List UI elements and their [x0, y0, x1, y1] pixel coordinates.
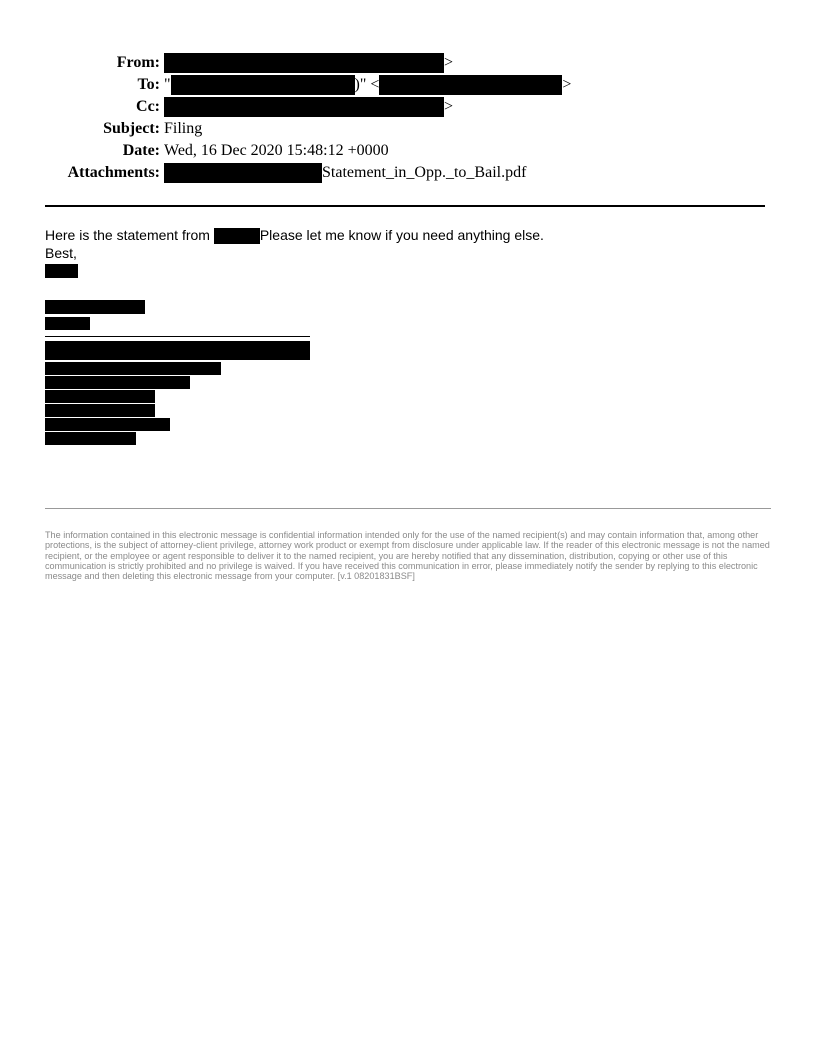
header-divider: [45, 205, 765, 207]
cc-suffix: >: [444, 98, 454, 115]
body-line-1: [45, 226, 544, 244]
to-middle: )" <: [354, 76, 380, 93]
attachments-value: [164, 162, 526, 184]
from-label: From:: [116, 54, 160, 71]
subject-row: [0, 118, 816, 140]
from-suffix: >: [444, 54, 454, 71]
signature-redaction: [45, 404, 155, 417]
from-row: [0, 52, 816, 74]
to-prefix: ": [164, 76, 171, 93]
confidentiality-disclaimer: The information contained in this electronic message is confidential information intended only for the use of the named recipient(s) and may contain information that, among other protections, is the subject of attorney-client privilege, attorney work product or exempt from disclosure under applicable law. If the reader of this electronic message is not the named recipient, or the employee or agent responsible to deliver it to the named recipient, you are hereby notified that any dissemination, distribution, copying or other use of this communication is strictly prohibited and no privilege is waived. If you have received this communication in error, please immediately notify the sender by replying to this electronic message and then deleting this electronic message from your computer. [v.1 08201831BSF]: [45, 530, 770, 582]
cc-value: [164, 96, 453, 118]
signature-redaction: [45, 390, 155, 403]
redaction-bar: [379, 75, 562, 95]
date-label: Date:: [122, 142, 160, 159]
signature-redaction: [45, 362, 221, 375]
cc-row: [0, 96, 816, 118]
redaction-bar: [164, 163, 322, 183]
subject-label: Subject:: [103, 120, 160, 137]
cc-label: Cc:: [136, 98, 160, 115]
signature-redaction: [45, 376, 190, 389]
to-value: [164, 74, 571, 96]
body-line-1-end: Please let me know if you need anything else.: [259, 227, 544, 243]
signature-name-redaction: [45, 264, 78, 278]
signature-redaction: [45, 418, 170, 431]
signature-redaction: [45, 300, 145, 314]
redaction-bar: [214, 228, 260, 244]
body-line-1-start: Here is the statement from: [45, 227, 214, 243]
date-value: Wed, 16 Dec 2020 15:48:12 +0000: [164, 142, 389, 159]
signature-redaction: [45, 341, 310, 360]
from-value: [164, 52, 453, 74]
signature-redaction: [45, 432, 136, 445]
signature-redaction: [45, 317, 90, 330]
signature-divider: [45, 336, 310, 337]
attachments-row: [0, 162, 816, 184]
date-row: [0, 140, 816, 162]
redaction-bar: [164, 53, 444, 73]
redaction-bar: [164, 97, 444, 117]
to-row: [0, 74, 816, 96]
attachment-filename[interactable]: Statement_in_Opp._to_Bail.pdf: [322, 164, 527, 181]
subject-value: Filing: [164, 120, 203, 137]
attachments-label: Attachments:: [67, 164, 160, 181]
to-label: To:: [137, 76, 160, 93]
body-line-2: Best,: [45, 245, 77, 261]
to-suffix: >: [562, 76, 572, 93]
footer-divider: [45, 508, 771, 509]
redaction-bar: [171, 75, 355, 95]
